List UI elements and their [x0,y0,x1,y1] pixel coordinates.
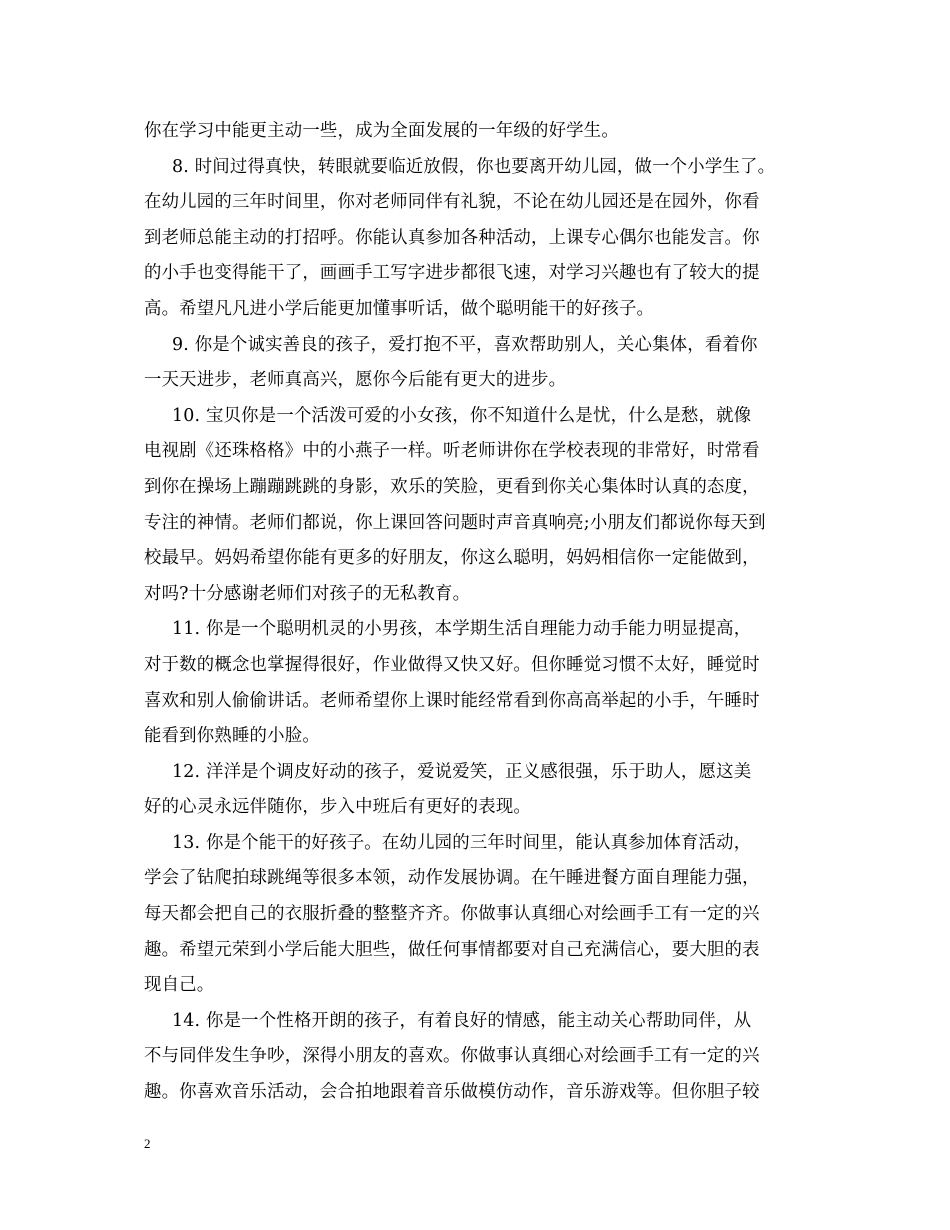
text-line: 不与同伴发生争吵，深得小朋友的喜欢。你做事认真细心对绘画手工有一定的兴 [144,1046,760,1067]
paragraph-first-line: 8. 时间过得真快，转眼就要临近放假，你也要离开幼儿园，做一个小学生了。 [172,156,776,177]
text-line: 电视剧《还珠格格》中的小燕子一样。听老师讲你在学校表现的非常好，时常看 [144,441,760,462]
text-line: 在幼儿园的三年时间里，你对老师同伴有礼貌，不论在幼儿园还是在园外，你看 [144,192,760,213]
text-line: 对于数的概念也掌握得很好，作业做得又快又好。但你睡觉习惯不太好，睡觉时 [144,654,760,675]
text-line: 好的心灵永远伴随你，步入中班后有更好的表现。 [144,797,531,818]
text-line: 现自己。 [144,975,215,996]
text-line: 专注的神情。老师们都说，你上课回答问题时声音真响亮;小朋友们都说你每天到 [144,512,766,533]
text-line: 喜欢和别人偷偷讲话。老师希望你上课时能经常看到你高高举起的小手，午睡时 [144,690,760,711]
text-line: 高。希望凡凡进小学后能更加懂事听话，做个聪明能干的好孩子。 [144,298,655,319]
text-line: 的小手也变得能干了，画画手工写字进步都很飞速，对学习兴趣也有了较大的提 [144,263,760,284]
text-line: 到老师总能主动的打招呼。你能认真参加各种活动，上课专心偶尔也能发言。你 [144,227,760,248]
text-line: 一天天进步，老师真高兴，愿你今后能有更大的进步。 [144,370,567,391]
text-line: 每天都会把自己的衣服折叠的整整齐齐。你做事认真细心对绘画手工有一定的兴 [144,904,760,925]
paragraph-first-line: 10. 宝贝你是一个活泼可爱的小女孩，你不知道什么是忧，什么是愁，就像 [172,405,752,426]
text-line: 趣。希望元荣到小学后能大胆些，做任何事情都要对自己充满信心，要大胆的表 [144,939,760,960]
text-line: 学会了钻爬拍球跳绳等很多本领，动作发展协调。在午睡进餐方面自理能力强， [144,868,760,889]
paragraph-first-line: 11. 你是一个聪明机灵的小男孩，本学期生活自理能力动手能力明显提高， [172,619,752,640]
text-line: 校最早。妈妈希望你能有更多的好朋友，你这么聪明，妈妈相信你一定能做到， [144,548,760,569]
text-line: 到你在操场上蹦蹦跳跳的身影，欢乐的笑脸，更看到你关心集体时认真的态度， [144,476,760,497]
paragraph-first-line: 12. 洋洋是个调皮好动的孩子，爱说爱笑，正义感很强，乐于助人，愿这美 [172,761,752,782]
page-number: 2 [144,1136,151,1151]
paragraph-first-line: 9. 你是个诚实善良的孩子，爱打抱不平，喜欢帮助别人，关心集体，看着你 [172,334,758,355]
paragraph-first-line: 13. 你是个能干的好孩子。在幼儿园的三年时间里，能认真参加体育活动， [172,832,752,853]
paragraph-first-line: 14. 你是一个性格开朗的孩子，有着良好的情感，能主动关心帮助同伴，从 [172,1010,752,1031]
text-line: 趣。你喜欢音乐活动，会合拍地跟着音乐做模仿动作，音乐游戏等。但你胆子较 [144,1082,760,1103]
text-line: 对吗?十分感谢老师们对孩子的无私教育。 [144,583,471,604]
document-body [144,114,806,1111]
text-line: 你在学习中能更主动一些，成为全面发展的一年级的好学生。 [144,121,619,141]
text-line: 能看到你熟睡的小脸。 [144,726,320,747]
